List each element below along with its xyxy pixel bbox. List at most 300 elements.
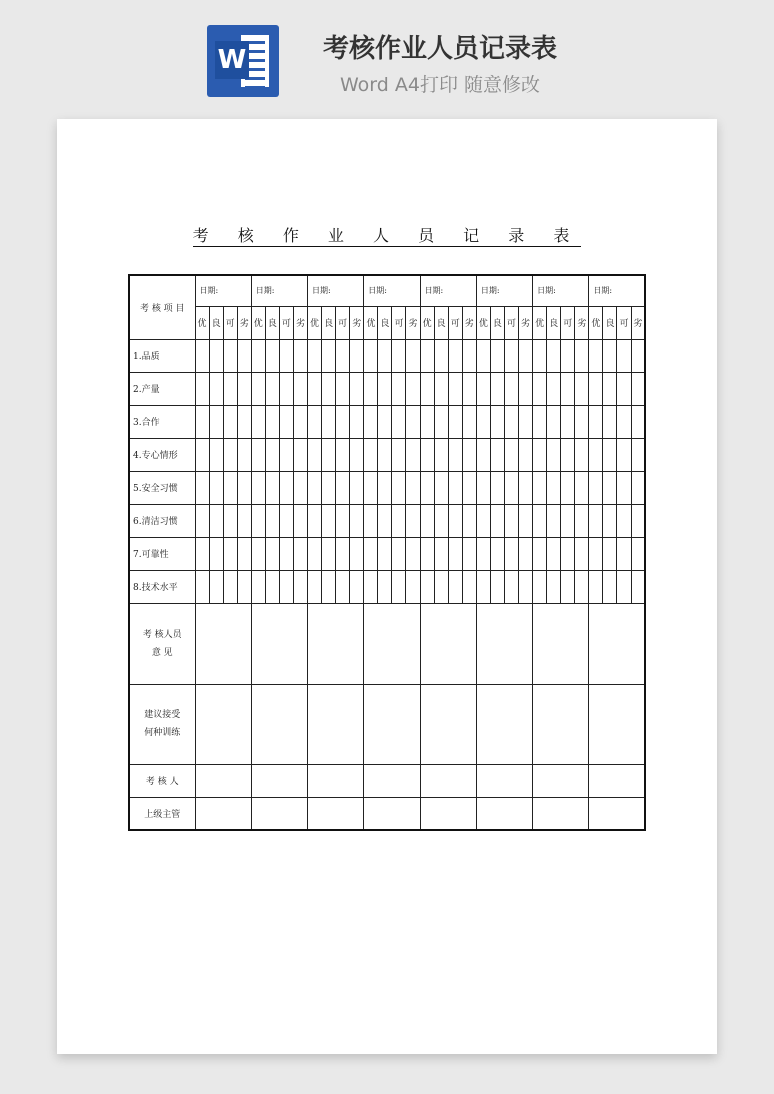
grade-cell[interactable] xyxy=(364,471,378,504)
grade-cell[interactable] xyxy=(293,405,307,438)
grade-cell[interactable] xyxy=(293,339,307,372)
grade-cell[interactable] xyxy=(336,537,350,570)
training-row-cell[interactable] xyxy=(195,684,251,764)
item-label: 2.产量 xyxy=(129,372,195,405)
grade-cell[interactable] xyxy=(406,504,420,537)
date-field[interactable]: 日期: xyxy=(251,275,307,306)
opinion-row-cell[interactable] xyxy=(364,603,420,684)
grade-cell[interactable] xyxy=(462,504,476,537)
grade-cell[interactable] xyxy=(223,339,237,372)
grade-cell[interactable] xyxy=(195,471,209,504)
grade-cell[interactable] xyxy=(490,504,504,537)
grade-cell[interactable] xyxy=(209,537,223,570)
assessor-row-cell[interactable] xyxy=(308,764,364,797)
grade-cell[interactable] xyxy=(336,438,350,471)
grade-cell[interactable] xyxy=(504,438,518,471)
grade-cell[interactable] xyxy=(617,537,631,570)
grade-cell[interactable] xyxy=(265,339,279,372)
grade-cell[interactable] xyxy=(237,471,251,504)
supervisor-row-cell[interactable] xyxy=(533,797,589,830)
grade-cell[interactable] xyxy=(195,537,209,570)
grade-cell[interactable] xyxy=(434,570,448,603)
grade-cell[interactable] xyxy=(251,504,265,537)
grade-cell[interactable] xyxy=(589,504,603,537)
grade-cell[interactable] xyxy=(603,471,617,504)
grade-cell[interactable] xyxy=(547,471,561,504)
opinion-row-cell[interactable] xyxy=(476,603,532,684)
grade-cell[interactable] xyxy=(434,372,448,405)
date-field[interactable]: 日期: xyxy=(533,275,589,306)
grade-cell[interactable] xyxy=(575,438,589,471)
grade-cell[interactable] xyxy=(350,537,364,570)
grade-cell[interactable] xyxy=(392,405,406,438)
grade-cell[interactable] xyxy=(561,339,575,372)
grade-cell[interactable] xyxy=(519,405,533,438)
grade-cell[interactable] xyxy=(462,438,476,471)
grade-cell[interactable] xyxy=(589,405,603,438)
grade-cell[interactable] xyxy=(617,405,631,438)
grade-cell[interactable] xyxy=(279,570,293,603)
grade-cell[interactable] xyxy=(336,339,350,372)
grade-cell[interactable] xyxy=(519,471,533,504)
grade-cell[interactable] xyxy=(265,438,279,471)
grade-cell[interactable] xyxy=(308,471,322,504)
grade-cell[interactable] xyxy=(504,339,518,372)
grade-cell[interactable] xyxy=(364,504,378,537)
grade-cell[interactable] xyxy=(519,570,533,603)
grade-cell[interactable] xyxy=(504,537,518,570)
grade-cell[interactable] xyxy=(350,438,364,471)
grade-cell[interactable] xyxy=(434,339,448,372)
grade-cell[interactable] xyxy=(547,438,561,471)
grade-cell[interactable] xyxy=(251,438,265,471)
grade-cell[interactable] xyxy=(603,537,617,570)
date-field[interactable]: 日期: xyxy=(195,275,251,306)
supervisor-row-cell[interactable] xyxy=(251,797,307,830)
grade-cell[interactable] xyxy=(603,372,617,405)
grade-cell[interactable] xyxy=(448,471,462,504)
grade-cell[interactable] xyxy=(293,372,307,405)
grade-cell[interactable] xyxy=(406,471,420,504)
grade-cell[interactable] xyxy=(533,339,547,372)
grade-cell[interactable] xyxy=(420,537,434,570)
grade-cell[interactable] xyxy=(603,504,617,537)
grade-cell[interactable] xyxy=(251,405,265,438)
grade-cell[interactable] xyxy=(223,537,237,570)
grade-cell[interactable] xyxy=(561,537,575,570)
grade-cell[interactable] xyxy=(279,405,293,438)
grade-cell[interactable] xyxy=(547,339,561,372)
grade-cell[interactable] xyxy=(223,504,237,537)
grade-cell[interactable] xyxy=(434,504,448,537)
grade-cell[interactable] xyxy=(519,339,533,372)
grade-cell[interactable] xyxy=(378,471,392,504)
supervisor-row-cell[interactable] xyxy=(420,797,476,830)
grade-cell[interactable] xyxy=(462,405,476,438)
grade-cell[interactable] xyxy=(293,471,307,504)
opinion-row-cell[interactable] xyxy=(195,603,251,684)
grade-cell[interactable] xyxy=(209,570,223,603)
grade-cell[interactable] xyxy=(364,405,378,438)
grade-cell[interactable] xyxy=(490,438,504,471)
grade-cell[interactable] xyxy=(251,537,265,570)
opinion-row-cell[interactable] xyxy=(533,603,589,684)
grade-cell[interactable] xyxy=(631,504,645,537)
supervisor-row-cell[interactable] xyxy=(589,797,645,830)
opinion-row-cell[interactable] xyxy=(308,603,364,684)
grade-cell[interactable] xyxy=(617,438,631,471)
grade-cell[interactable] xyxy=(322,405,336,438)
grade-cell[interactable] xyxy=(209,372,223,405)
grade-cell[interactable] xyxy=(237,504,251,537)
grade-cell[interactable] xyxy=(434,405,448,438)
grade-cell[interactable] xyxy=(364,438,378,471)
grade-label: 劣 xyxy=(406,306,420,339)
grade-cell[interactable] xyxy=(251,339,265,372)
date-field[interactable]: 日期: xyxy=(476,275,532,306)
grade-cell[interactable] xyxy=(308,570,322,603)
training-row-cell[interactable] xyxy=(589,684,645,764)
grade-cell[interactable] xyxy=(448,339,462,372)
grade-cell[interactable] xyxy=(561,372,575,405)
grade-cell[interactable] xyxy=(223,438,237,471)
grade-cell[interactable] xyxy=(434,471,448,504)
grade-cell[interactable] xyxy=(631,471,645,504)
grade-cell[interactable] xyxy=(378,504,392,537)
grade-cell[interactable] xyxy=(251,372,265,405)
grade-cell[interactable] xyxy=(420,471,434,504)
grade-cell[interactable] xyxy=(378,405,392,438)
grade-cell[interactable] xyxy=(533,570,547,603)
grade-cell[interactable] xyxy=(308,438,322,471)
grade-cell[interactable] xyxy=(547,405,561,438)
grade-cell[interactable] xyxy=(265,537,279,570)
grade-cell[interactable] xyxy=(336,372,350,405)
grade-cell[interactable] xyxy=(223,570,237,603)
grade-cell[interactable] xyxy=(251,471,265,504)
assessor-row-cell[interactable] xyxy=(533,764,589,797)
grade-cell[interactable] xyxy=(308,504,322,537)
grade-cell[interactable] xyxy=(336,504,350,537)
assessor-row-cell[interactable] xyxy=(195,764,251,797)
assessor-row-cell[interactable] xyxy=(251,764,307,797)
assessment-table xyxy=(128,274,646,831)
grade-cell[interactable] xyxy=(392,339,406,372)
grade-cell[interactable] xyxy=(420,372,434,405)
grade-cell[interactable] xyxy=(378,570,392,603)
grade-cell[interactable] xyxy=(476,339,490,372)
grade-cell[interactable] xyxy=(462,339,476,372)
grade-cell[interactable] xyxy=(195,504,209,537)
grade-cell[interactable] xyxy=(533,471,547,504)
grade-cell[interactable] xyxy=(237,570,251,603)
grade-cell[interactable] xyxy=(223,372,237,405)
grade-cell[interactable] xyxy=(631,438,645,471)
grade-cell[interactable] xyxy=(392,504,406,537)
grade-cell[interactable] xyxy=(448,570,462,603)
grade-cell[interactable] xyxy=(448,405,462,438)
grade-cell[interactable] xyxy=(322,339,336,372)
grade-cell[interactable] xyxy=(575,537,589,570)
grade-cell[interactable] xyxy=(322,504,336,537)
grade-cell[interactable] xyxy=(589,537,603,570)
assessor-row-cell[interactable] xyxy=(420,764,476,797)
grade-cell[interactable] xyxy=(350,570,364,603)
opinion-row-cell[interactable] xyxy=(420,603,476,684)
grade-cell[interactable] xyxy=(631,405,645,438)
grade-cell[interactable] xyxy=(195,405,209,438)
date-field[interactable]: 日期: xyxy=(589,275,645,306)
grade-cell[interactable] xyxy=(476,504,490,537)
grade-cell[interactable] xyxy=(547,537,561,570)
grade-cell[interactable] xyxy=(195,438,209,471)
grade-cell[interactable] xyxy=(533,537,547,570)
grade-cell[interactable] xyxy=(504,471,518,504)
grade-cell[interactable] xyxy=(265,570,279,603)
grade-cell[interactable] xyxy=(575,372,589,405)
grade-cell[interactable] xyxy=(547,570,561,603)
grade-cell[interactable] xyxy=(350,339,364,372)
training-row-cell[interactable] xyxy=(476,684,532,764)
grade-cell[interactable] xyxy=(364,537,378,570)
grade-cell[interactable] xyxy=(420,504,434,537)
grade-cell[interactable] xyxy=(293,537,307,570)
grade-cell[interactable] xyxy=(251,570,265,603)
grade-cell[interactable] xyxy=(265,504,279,537)
grade-cell[interactable] xyxy=(490,372,504,405)
grade-cell[interactable] xyxy=(504,570,518,603)
grade-cell[interactable] xyxy=(490,537,504,570)
grade-cell[interactable] xyxy=(195,339,209,372)
grade-cell[interactable] xyxy=(336,570,350,603)
grade-cell[interactable] xyxy=(322,372,336,405)
grade-cell[interactable] xyxy=(265,372,279,405)
grade-cell[interactable] xyxy=(561,570,575,603)
grade-cell[interactable] xyxy=(209,339,223,372)
grade-cell[interactable] xyxy=(476,471,490,504)
grade-cell[interactable] xyxy=(575,339,589,372)
grade-cell[interactable] xyxy=(420,339,434,372)
training-row-cell[interactable] xyxy=(364,684,420,764)
grade-cell[interactable] xyxy=(462,570,476,603)
grade-cell[interactable] xyxy=(476,570,490,603)
grade-cell[interactable] xyxy=(519,537,533,570)
grade-cell[interactable] xyxy=(308,405,322,438)
grade-cell[interactable] xyxy=(293,570,307,603)
grade-cell[interactable] xyxy=(519,372,533,405)
grade-cell[interactable] xyxy=(434,438,448,471)
grade-cell[interactable] xyxy=(490,471,504,504)
grade-cell[interactable] xyxy=(237,438,251,471)
grade-cell[interactable] xyxy=(561,405,575,438)
supervisor-row-cell[interactable] xyxy=(308,797,364,830)
grade-cell[interactable] xyxy=(265,471,279,504)
grade-cell[interactable] xyxy=(631,339,645,372)
grade-cell[interactable] xyxy=(603,438,617,471)
grade-cell[interactable] xyxy=(279,372,293,405)
grade-label: 劣 xyxy=(519,306,533,339)
grade-cell[interactable] xyxy=(603,570,617,603)
grade-cell[interactable] xyxy=(322,438,336,471)
grade-cell[interactable] xyxy=(420,438,434,471)
assessor-row-cell[interactable] xyxy=(589,764,645,797)
grade-cell[interactable] xyxy=(237,372,251,405)
grade-cell[interactable] xyxy=(406,570,420,603)
grade-cell[interactable] xyxy=(308,372,322,405)
grade-cell[interactable] xyxy=(589,570,603,603)
grade-cell[interactable] xyxy=(209,504,223,537)
grade-cell[interactable] xyxy=(448,537,462,570)
grade-cell[interactable] xyxy=(350,504,364,537)
grade-cell[interactable] xyxy=(561,471,575,504)
grade-cell[interactable] xyxy=(462,372,476,405)
grade-cell[interactable] xyxy=(279,339,293,372)
grade-cell[interactable] xyxy=(406,438,420,471)
grade-cell[interactable] xyxy=(279,504,293,537)
grade-cell[interactable] xyxy=(519,504,533,537)
grade-cell[interactable] xyxy=(547,372,561,405)
grade-cell[interactable] xyxy=(336,405,350,438)
grade-cell[interactable] xyxy=(350,471,364,504)
supervisor-row-cell[interactable] xyxy=(195,797,251,830)
date-field[interactable]: 日期: xyxy=(420,275,476,306)
grade-cell[interactable] xyxy=(448,504,462,537)
grade-cell[interactable] xyxy=(237,339,251,372)
grade-cell[interactable] xyxy=(322,537,336,570)
grade-cell[interactable] xyxy=(631,372,645,405)
grade-cell[interactable] xyxy=(279,537,293,570)
grade-cell[interactable] xyxy=(293,504,307,537)
grade-cell[interactable] xyxy=(378,339,392,372)
grade-cell[interactable] xyxy=(406,537,420,570)
grade-cell[interactable] xyxy=(547,504,561,537)
grade-cell[interactable] xyxy=(589,438,603,471)
opinion-row-cell[interactable] xyxy=(589,603,645,684)
grade-cell[interactable] xyxy=(392,570,406,603)
grade-cell[interactable] xyxy=(209,405,223,438)
grade-cell[interactable] xyxy=(575,471,589,504)
grade-cell[interactable] xyxy=(392,438,406,471)
grade-cell[interactable] xyxy=(462,471,476,504)
grade-cell[interactable] xyxy=(279,438,293,471)
training-row-cell[interactable] xyxy=(533,684,589,764)
training-row-cell[interactable] xyxy=(420,684,476,764)
grade-cell[interactable] xyxy=(406,339,420,372)
grade-cell[interactable] xyxy=(378,438,392,471)
training-row-cell[interactable] xyxy=(308,684,364,764)
grade-cell[interactable] xyxy=(237,405,251,438)
grade-cell[interactable] xyxy=(589,471,603,504)
grade-cell[interactable] xyxy=(617,504,631,537)
date-field[interactable]: 日期: xyxy=(308,275,364,306)
grade-cell[interactable] xyxy=(279,471,293,504)
grade-cell[interactable] xyxy=(392,537,406,570)
grade-cell[interactable] xyxy=(504,405,518,438)
grade-cell[interactable] xyxy=(420,570,434,603)
grade-cell[interactable] xyxy=(603,405,617,438)
grade-cell[interactable] xyxy=(533,438,547,471)
grade-cell[interactable] xyxy=(322,471,336,504)
grade-cell[interactable] xyxy=(420,405,434,438)
grade-cell[interactable] xyxy=(533,504,547,537)
grade-cell[interactable] xyxy=(209,471,223,504)
grade-cell[interactable] xyxy=(504,504,518,537)
assessor-row-cell[interactable] xyxy=(364,764,420,797)
supervisor-row-cell[interactable] xyxy=(364,797,420,830)
grade-cell[interactable] xyxy=(519,438,533,471)
grade-cell[interactable] xyxy=(378,372,392,405)
assessor-row-cell[interactable] xyxy=(476,764,532,797)
supervisor-row-cell[interactable] xyxy=(476,797,532,830)
grade-cell[interactable] xyxy=(561,504,575,537)
grade-cell[interactable] xyxy=(350,405,364,438)
grade-cell[interactable] xyxy=(490,570,504,603)
grade-cell[interactable] xyxy=(533,405,547,438)
grade-cell[interactable] xyxy=(223,405,237,438)
grade-cell[interactable] xyxy=(476,405,490,438)
grade-cell[interactable] xyxy=(476,438,490,471)
grade-cell[interactable] xyxy=(617,372,631,405)
grade-cell[interactable] xyxy=(575,504,589,537)
grade-cell[interactable] xyxy=(490,339,504,372)
grade-cell[interactable] xyxy=(575,570,589,603)
grade-cell[interactable] xyxy=(617,471,631,504)
grade-cell[interactable] xyxy=(434,537,448,570)
grade-cell[interactable] xyxy=(448,372,462,405)
grade-cell[interactable] xyxy=(223,471,237,504)
grade-cell[interactable] xyxy=(589,372,603,405)
grade-cell[interactable] xyxy=(448,438,462,471)
grade-cell[interactable] xyxy=(504,372,518,405)
grade-cell[interactable] xyxy=(195,372,209,405)
grade-cell[interactable] xyxy=(336,471,350,504)
opinion-row-cell[interactable] xyxy=(251,603,307,684)
grade-cell[interactable] xyxy=(617,339,631,372)
grade-cell[interactable] xyxy=(490,405,504,438)
grade-cell[interactable] xyxy=(392,372,406,405)
grade-cell[interactable] xyxy=(364,372,378,405)
training-row-cell[interactable] xyxy=(251,684,307,764)
grade-cell[interactable] xyxy=(603,339,617,372)
grade-cell[interactable] xyxy=(631,537,645,570)
grade-cell[interactable] xyxy=(308,537,322,570)
grade-cell[interactable] xyxy=(476,537,490,570)
grade-cell[interactable] xyxy=(293,438,307,471)
grade-cell[interactable] xyxy=(589,339,603,372)
grade-cell[interactable] xyxy=(392,471,406,504)
grade-cell[interactable] xyxy=(308,339,322,372)
grade-cell[interactable] xyxy=(462,537,476,570)
grade-cell[interactable] xyxy=(378,537,392,570)
grade-cell[interactable] xyxy=(237,537,251,570)
grade-cell[interactable] xyxy=(561,438,575,471)
grade-cell[interactable] xyxy=(575,405,589,438)
grade-cell[interactable] xyxy=(364,570,378,603)
grade-cell[interactable] xyxy=(617,570,631,603)
grade-cell[interactable] xyxy=(476,372,490,405)
grade-cell[interactable] xyxy=(209,438,223,471)
grade-cell[interactable] xyxy=(406,405,420,438)
grade-cell[interactable] xyxy=(631,570,645,603)
grade-cell[interactable] xyxy=(406,372,420,405)
date-field[interactable]: 日期: xyxy=(364,275,420,306)
grade-cell[interactable] xyxy=(364,339,378,372)
grade-cell[interactable] xyxy=(350,372,364,405)
grade-cell[interactable] xyxy=(533,372,547,405)
grade-cell[interactable] xyxy=(195,570,209,603)
grade-cell[interactable] xyxy=(322,570,336,603)
grade-cell[interactable] xyxy=(265,405,279,438)
